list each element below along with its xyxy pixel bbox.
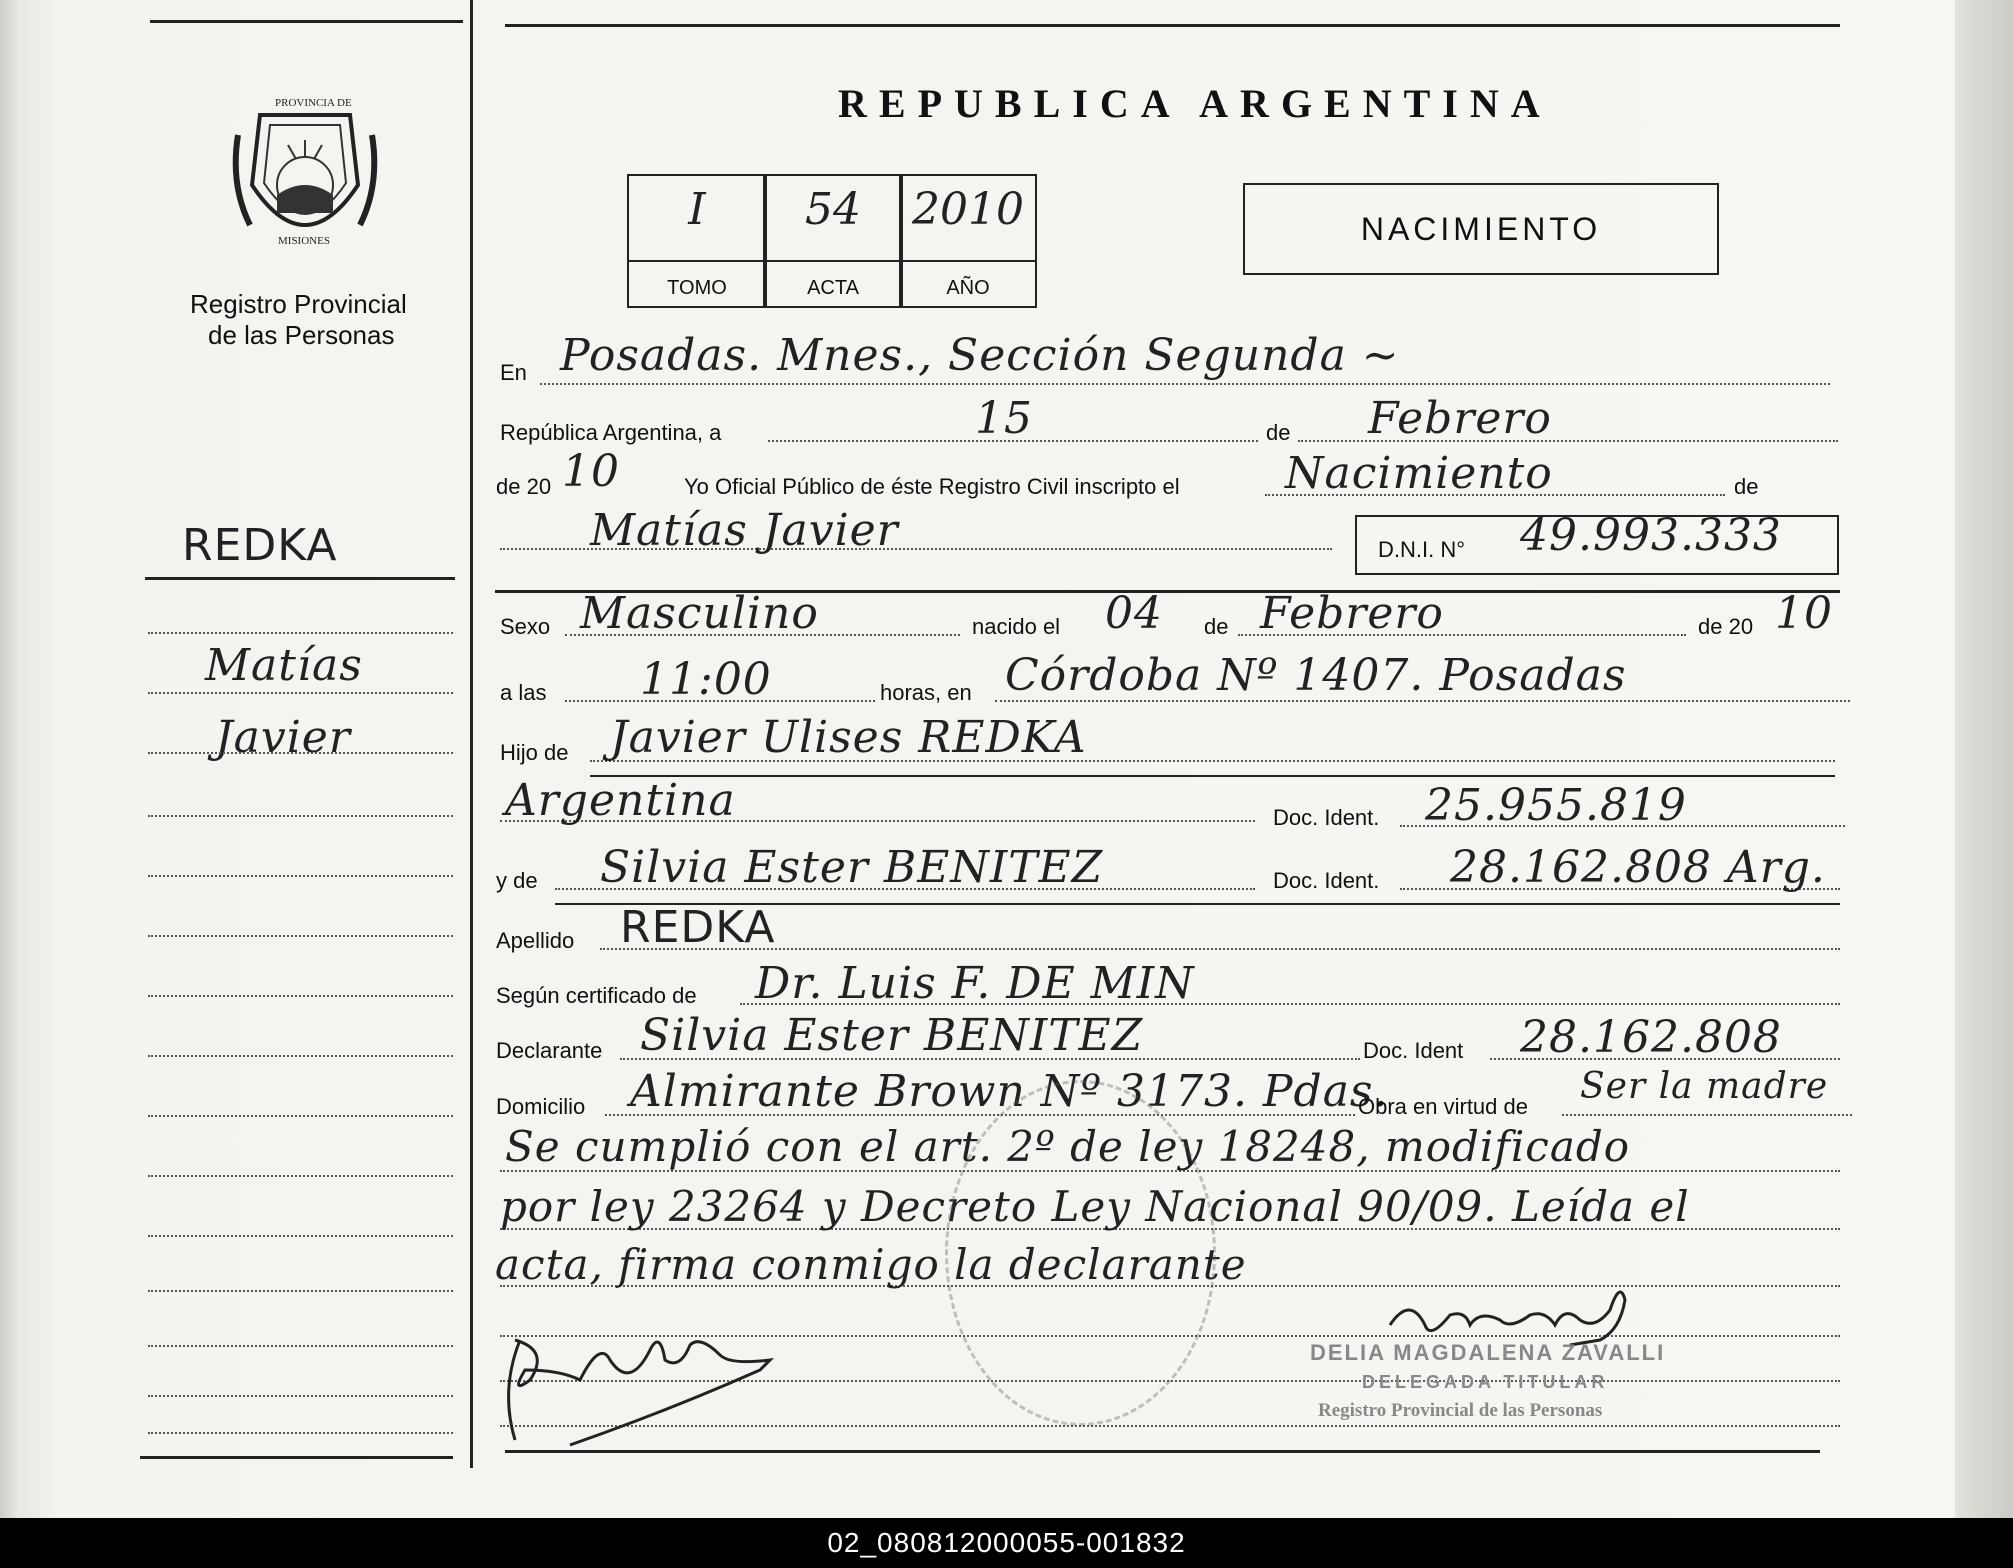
notes-line-2-text: por ley 23264 y Decreto Ley Nacional 90/09. Leída el xyxy=(500,1182,1690,1231)
margin-dotted-line xyxy=(148,1175,453,1177)
horas-label: horas, en xyxy=(880,680,972,705)
anio-value: 2010 xyxy=(912,184,1024,235)
segun-label: Según certificado de xyxy=(496,983,697,1008)
apellido-value: REDKA xyxy=(620,902,776,953)
en-label: En xyxy=(500,360,527,385)
inscribed-value: Nacimiento xyxy=(1285,448,1553,499)
acta-value: 54 xyxy=(805,184,861,235)
dni-label: D.N.I. N° xyxy=(1378,537,1466,562)
notes-line-1-text: Se cumplió con el art. 2º de ley 18248, modificado xyxy=(505,1122,1631,1171)
yde-label: y de xyxy=(496,868,538,893)
obra-value: Ser la madre xyxy=(1580,1066,1829,1107)
margin-dotted-line xyxy=(148,815,453,817)
declarante-value: Silvia Ester BENITEZ xyxy=(640,1010,1144,1061)
official-stamp-office: Registro Provincial de las Personas xyxy=(1318,1400,1603,1421)
oficial-label: Yo Oficial Público de éste Registro Civil inscripto el xyxy=(684,474,1180,499)
official-stamp-role: DELEGADA TITULAR xyxy=(1362,1372,1609,1392)
en-line xyxy=(540,383,1830,385)
margin-dotted-line xyxy=(148,1395,453,1397)
sexo-value: Masculino xyxy=(580,588,819,639)
registry-name-line1: Registro Provincial xyxy=(190,289,407,319)
official-stamp-name: DELIA MAGDALENA ZAVALLI xyxy=(1310,1340,1666,1365)
acta-label: ACTA xyxy=(807,277,859,299)
year-suffix: 10 xyxy=(562,446,620,497)
bottom-rule-right xyxy=(505,1450,1820,1453)
margin-dotted-line xyxy=(148,1055,453,1057)
margin-dotted-line xyxy=(148,1345,453,1347)
margin-dotted-line xyxy=(148,995,453,997)
margin-dotted-line xyxy=(148,875,453,877)
obra-line xyxy=(1562,1114,1852,1116)
margin-dotted-line xyxy=(148,935,453,937)
margin-second-name: Javier xyxy=(215,712,351,763)
tomo-label: TOMO xyxy=(667,277,727,299)
mother-name: Silvia Ester BENITEZ xyxy=(600,842,1104,893)
doc-label-3: Doc. Ident xyxy=(1363,1038,1464,1063)
mother-doc: 28.162.808 Arg. xyxy=(1450,842,1826,893)
column-divider xyxy=(470,0,473,1468)
tomo-value: I xyxy=(688,184,706,235)
doctor-value: Dr. Luis F. DE MIN xyxy=(755,958,1195,1009)
month-value: Febrero xyxy=(1368,393,1552,444)
margin-dotted-line xyxy=(148,1290,453,1292)
de-label-3: de xyxy=(1204,614,1229,639)
de-label-2: de xyxy=(1734,474,1759,499)
declarante-label: Declarante xyxy=(496,1038,603,1063)
anio-cell xyxy=(899,174,1037,308)
nacido-label: nacido el xyxy=(972,614,1061,639)
doc-label-1: Doc. Ident. xyxy=(1273,805,1380,830)
declarante-doc: 28.162.808 xyxy=(1520,1012,1782,1063)
margin-dotted-line xyxy=(148,1235,453,1237)
de20-label: de 20 xyxy=(496,474,552,499)
apellido-label: Apellido xyxy=(496,928,575,953)
birth-year-suffix: 10 xyxy=(1775,588,1833,639)
margin-surname-rule xyxy=(145,577,455,580)
hijo-label: Hijo de xyxy=(500,740,569,765)
child-name: Matías Javier xyxy=(590,505,899,556)
en-value: Posadas. Mnes., Sección Segunda ~ xyxy=(560,330,1400,381)
apellido-line xyxy=(600,948,1840,950)
place-value: Córdoba Nº 1407. Posadas xyxy=(1005,650,1627,701)
doc-label-2: Doc. Ident. xyxy=(1273,868,1380,893)
de-label-1: de xyxy=(1266,420,1291,445)
anio-label: AÑO xyxy=(946,277,990,299)
obra-label: Obra en virtud de xyxy=(1358,1094,1528,1119)
domicilio-value: Almirante Brown Nº 3173. Pdas. xyxy=(630,1066,1389,1117)
dni-value: 49.993.333 xyxy=(1520,510,1782,561)
registry-name-line2: de las Personas xyxy=(208,320,395,350)
birth-month: Febrero xyxy=(1260,588,1444,639)
bottom-rule-left xyxy=(140,1456,453,1459)
top-rule-right xyxy=(505,24,1840,27)
margin-dotted-line xyxy=(148,752,453,754)
margin-dotted-line xyxy=(148,692,453,694)
scan-id-footer: 02_080812000055-001832 xyxy=(0,1518,2013,1568)
page-edge xyxy=(1955,0,2013,1518)
top-rule-left xyxy=(150,20,463,23)
seal-top-text: PROVINCIA DE xyxy=(275,97,352,109)
tomo-cell xyxy=(627,174,767,308)
margin-dotted-line xyxy=(148,632,453,634)
seal-bottom-text: MISIONES xyxy=(278,235,330,247)
margin-dotted-line xyxy=(148,1432,453,1434)
margin-dotted-line xyxy=(148,1115,453,1117)
father-name: Javier Ulises REDKA xyxy=(610,712,1087,763)
father-rule xyxy=(590,775,1835,777)
domicilio-label: Domicilio xyxy=(496,1094,586,1119)
official-circular-stamp xyxy=(945,1080,1216,1426)
republica-label: República Argentina, a xyxy=(500,420,722,445)
de20-label-2: de 20 xyxy=(1698,614,1754,639)
margin-surname: REDKA xyxy=(182,520,338,571)
act-type-box: NACIMIENTO xyxy=(1243,183,1719,275)
country-title: REPUBLICA ARGENTINA xyxy=(838,81,1552,126)
province-seal xyxy=(230,95,380,260)
declarant-signature xyxy=(490,1300,780,1450)
alas-label: a las xyxy=(500,680,547,705)
notes-line-3-text: acta, firma conmigo la declarante xyxy=(495,1240,1247,1289)
acta-cell xyxy=(763,174,903,308)
father-doc: 25.955.819 xyxy=(1425,780,1687,831)
sexo-label: Sexo xyxy=(500,614,551,639)
birth-day: 04 xyxy=(1105,588,1163,639)
day-value: 15 xyxy=(975,393,1033,444)
father-nationality: Argentina xyxy=(505,775,736,826)
margin-first-name: Matías xyxy=(205,640,363,691)
hour-value: 11:00 xyxy=(640,654,772,705)
